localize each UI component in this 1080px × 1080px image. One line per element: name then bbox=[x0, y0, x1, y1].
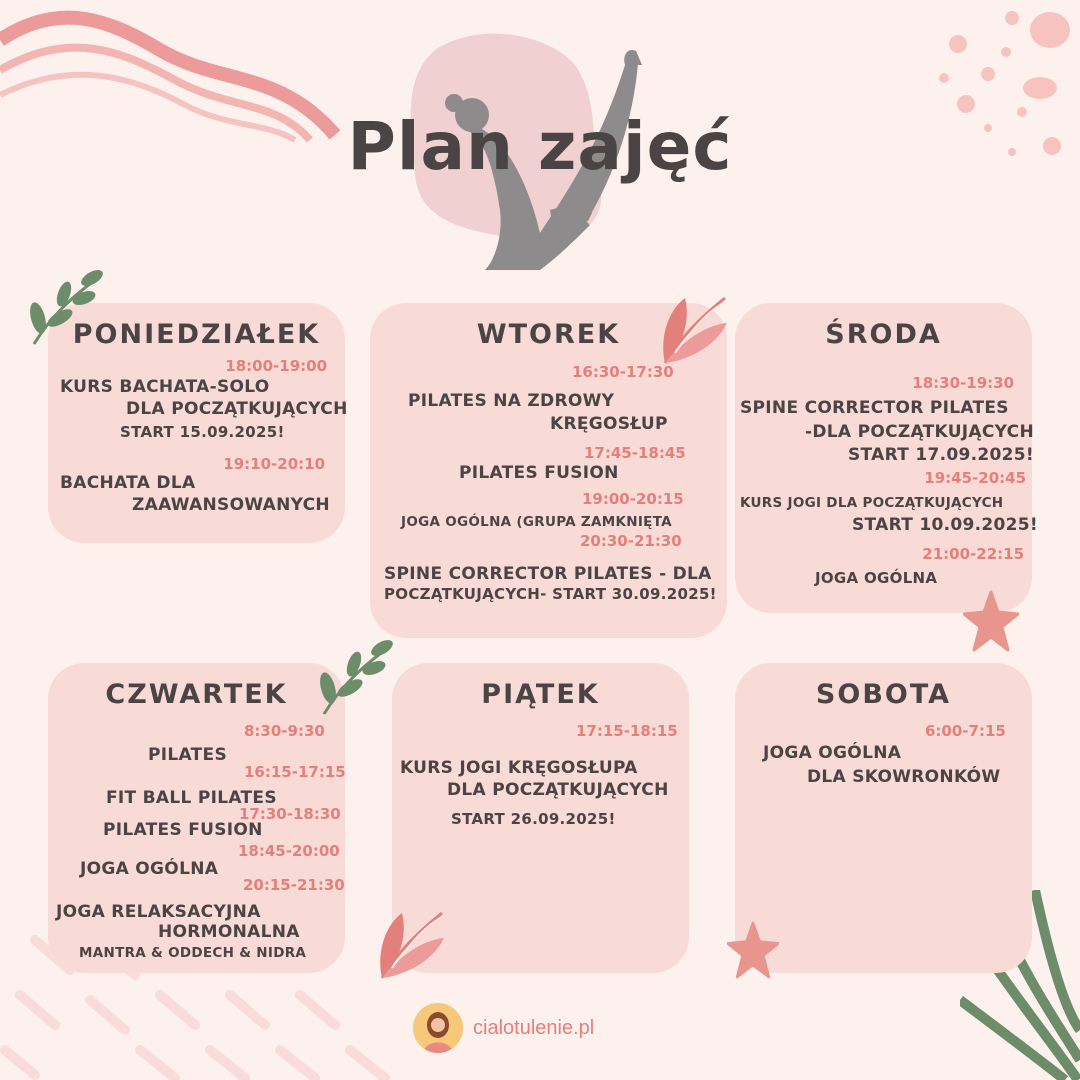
class-title: START 26.09.2025! bbox=[451, 810, 616, 828]
day-name: WTOREK bbox=[476, 319, 621, 350]
class-title: MANTRA & ODDECH & NIDRA bbox=[79, 945, 307, 961]
class-title: SPINE CORRECTOR PILATES bbox=[740, 398, 1009, 418]
day-card-thursday bbox=[48, 663, 345, 973]
day-name: PIĄTEK bbox=[481, 679, 600, 710]
class-time: 21:00-22:15 bbox=[922, 545, 1024, 563]
class-title: KURS BACHATA-SOLO bbox=[60, 377, 270, 397]
class-time: 20:15-21:30 bbox=[243, 876, 345, 894]
fern-leaf-icon bbox=[372, 908, 447, 983]
class-time: 19:45-20:45 bbox=[924, 469, 1026, 487]
class-time: 17:30-18:30 bbox=[239, 805, 341, 823]
class-title: START 17.09.2025! bbox=[848, 445, 1034, 465]
day-name: ŚRODA bbox=[825, 319, 942, 350]
class-title: DLA POCZĄTKUJĄCYCH bbox=[447, 780, 669, 800]
avatar bbox=[413, 1003, 463, 1053]
class-title: SPINE CORRECTOR PILATES - DLA bbox=[384, 564, 712, 584]
day-name: SOBOTA bbox=[815, 679, 952, 710]
class-time: 16:30-17:30 bbox=[572, 363, 674, 381]
day-name: PONIEDZIAŁEK bbox=[72, 319, 321, 350]
class-time: 18:30-19:30 bbox=[912, 374, 1014, 392]
leaf-branch-icon bbox=[20, 268, 105, 346]
class-time: 17:45-18:45 bbox=[584, 444, 686, 462]
class-title: FIT BALL PILATES bbox=[106, 788, 277, 808]
class-title: PILATES NA ZDROWY bbox=[408, 391, 615, 411]
class-title: HORMONALNA bbox=[158, 922, 300, 942]
leaf-branch-icon bbox=[310, 637, 395, 717]
class-title: JOGA OGÓLNA bbox=[763, 743, 902, 763]
class-time: 19:10-20:10 bbox=[223, 455, 325, 473]
class-time: 8:30-9:30 bbox=[244, 722, 325, 740]
class-title: POCZĄTKUJĄCYCH- START 30.09.2025! bbox=[384, 585, 717, 603]
class-title: KRĘGOSŁUP bbox=[550, 414, 668, 434]
class-title: BACHATA DLA bbox=[60, 473, 196, 493]
class-title: START 10.09.2025! bbox=[852, 515, 1038, 535]
fern-leaf-icon bbox=[655, 293, 730, 368]
class-title: JOGA OGÓLNA (GRUPA ZAMKNIĘTA bbox=[401, 514, 672, 530]
website-link[interactable]: cialotulenie.pl bbox=[473, 1016, 595, 1039]
class-title: DLA POCZĄTKUJĄCYCH bbox=[126, 399, 348, 419]
star-icon bbox=[727, 920, 779, 980]
class-time: 17:15-18:15 bbox=[576, 722, 678, 740]
class-title: -DLA POCZĄTKUJĄCYCH bbox=[805, 422, 1034, 442]
class-time: 18:00-19:00 bbox=[225, 357, 327, 375]
class-title: JOGA RELAKSACYJNA bbox=[56, 902, 261, 922]
class-title: PILATES FUSION bbox=[103, 820, 263, 840]
class-title: PILATES bbox=[148, 745, 228, 765]
star-icon bbox=[963, 590, 1019, 652]
day-name: CZWARTEK bbox=[105, 679, 288, 710]
class-title: KURS JOGI DLA POCZĄTKUJĄCYCH bbox=[740, 495, 1004, 511]
class-title: DLA SKOWRONKÓW bbox=[807, 767, 1001, 787]
day-card-wednesday bbox=[735, 303, 1038, 613]
class-time: 19:00-20:15 bbox=[582, 490, 684, 508]
class-title: ZAAWANSOWANYCH bbox=[132, 495, 330, 515]
class-title: JOGA OGÓLNA bbox=[80, 859, 219, 879]
page-title: Plan zajęć bbox=[347, 108, 733, 185]
class-title: START 15.09.2025! bbox=[120, 423, 285, 441]
class-title: PILATES FUSION bbox=[459, 463, 619, 483]
class-time: 6:00-7:15 bbox=[925, 722, 1006, 740]
footer bbox=[413, 1003, 594, 1053]
class-time: 16:15-17:15 bbox=[244, 763, 346, 781]
class-title: JOGA OGÓLNA bbox=[815, 569, 938, 587]
class-time: 18:45-20:00 bbox=[238, 842, 340, 860]
class-time: 20:30-21:30 bbox=[580, 532, 682, 550]
class-title: KURS JOGI KRĘGOSŁUPA bbox=[400, 758, 638, 778]
day-card-saturday bbox=[735, 663, 1032, 973]
